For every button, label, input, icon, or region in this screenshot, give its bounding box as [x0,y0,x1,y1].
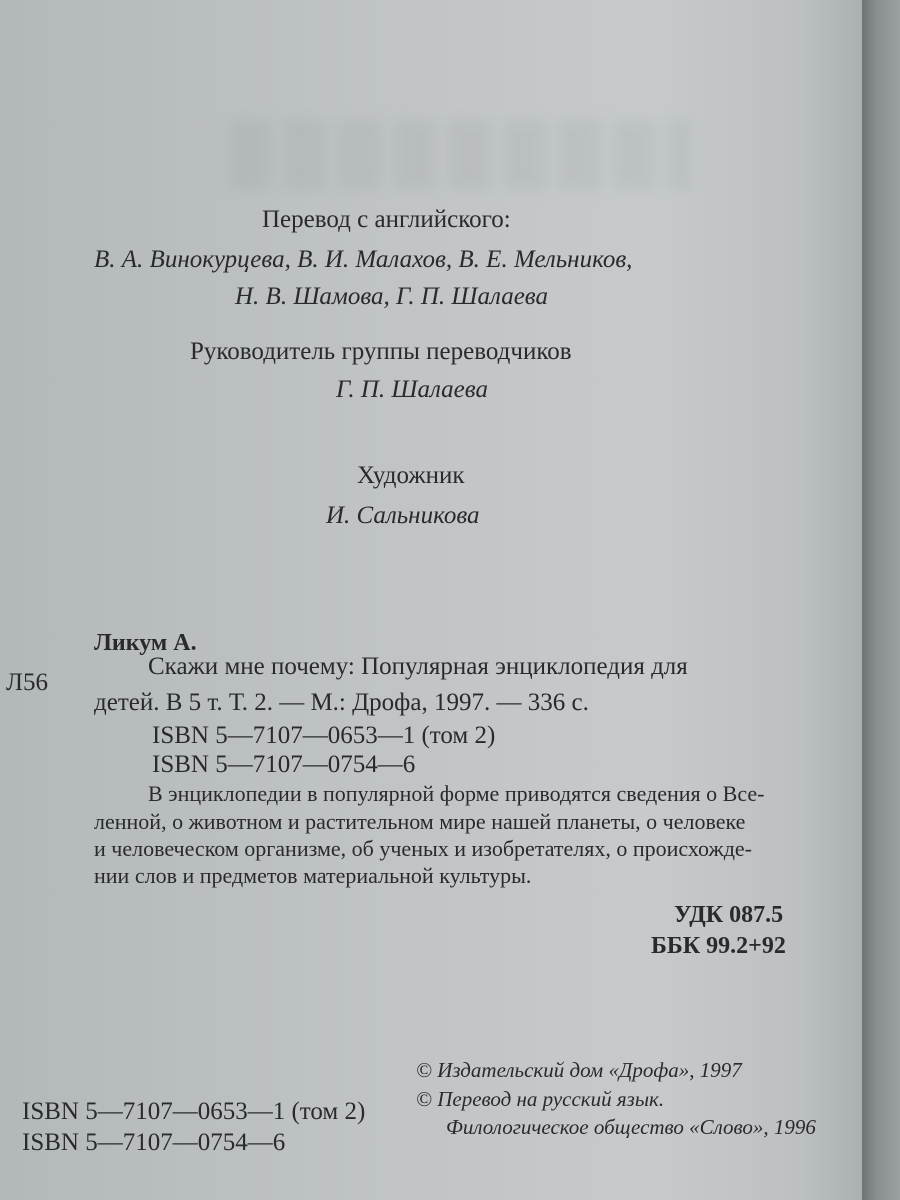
catalog-isbn-1: ISBN 5—7107—0653—1 (том 2) [152,722,496,749]
catalog-code: Л56 [6,669,48,696]
bbk-code: ББК 99.2+92 [651,933,786,959]
copyright-publisher: © Издательский дом «Дрофа», 1997 [416,1058,742,1082]
abstract-line: ленной, о животном и растительном мире нашей планеты, о человеке [94,809,746,834]
abstract-line: и человеческом организме, об ученых и изобретателях, о происхожде- [94,836,752,861]
catalog-title-line-2: детей. В 5 т. Т. 2. — М.: Дрофа, 1997. — 336 с. [94,689,589,716]
artist-name: И. Сальникова [326,502,480,529]
copyright-translation: © Перевод на русский язык. [416,1087,665,1111]
copyright-society: Филологическое общество «Слово», 1996 [446,1115,816,1139]
show-through-print [230,120,690,190]
team-lead-name: Г. П. Шалаева [336,376,488,403]
translation-heading: Перевод с английского: [262,206,511,233]
team-lead-heading: Руководитель группы переводчиков [190,338,572,365]
book-gutter-shadow [862,0,900,1200]
abstract-line: В энциклопедии в популярной форме приводятся сведения о Все- [148,781,765,806]
catalog-isbn-2: ISBN 5—7107—0754—6 [152,751,416,778]
translators-line-2: Н. В. Шамова, Г. П. Шалаева [235,283,548,310]
footer-isbn-2: ISBN 5—7107—0754—6 [22,1129,286,1156]
footer-isbn-1: ISBN 5—7107—0653—1 (том 2) [22,1098,366,1125]
catalog-title-line-1: Скажи мне почему: Популярная энциклопедия для [148,653,688,680]
artist-heading: Художник [357,462,465,489]
udk-code: УДК 087.5 [674,902,784,928]
translators-line-1: В. А. Винокурцева, В. И. Малахов, В. Е. Мельников, [94,246,633,273]
catalog-author: Ликум А. [94,630,197,656]
abstract-line: нии слов и предметов материальной культуры. [94,863,532,888]
